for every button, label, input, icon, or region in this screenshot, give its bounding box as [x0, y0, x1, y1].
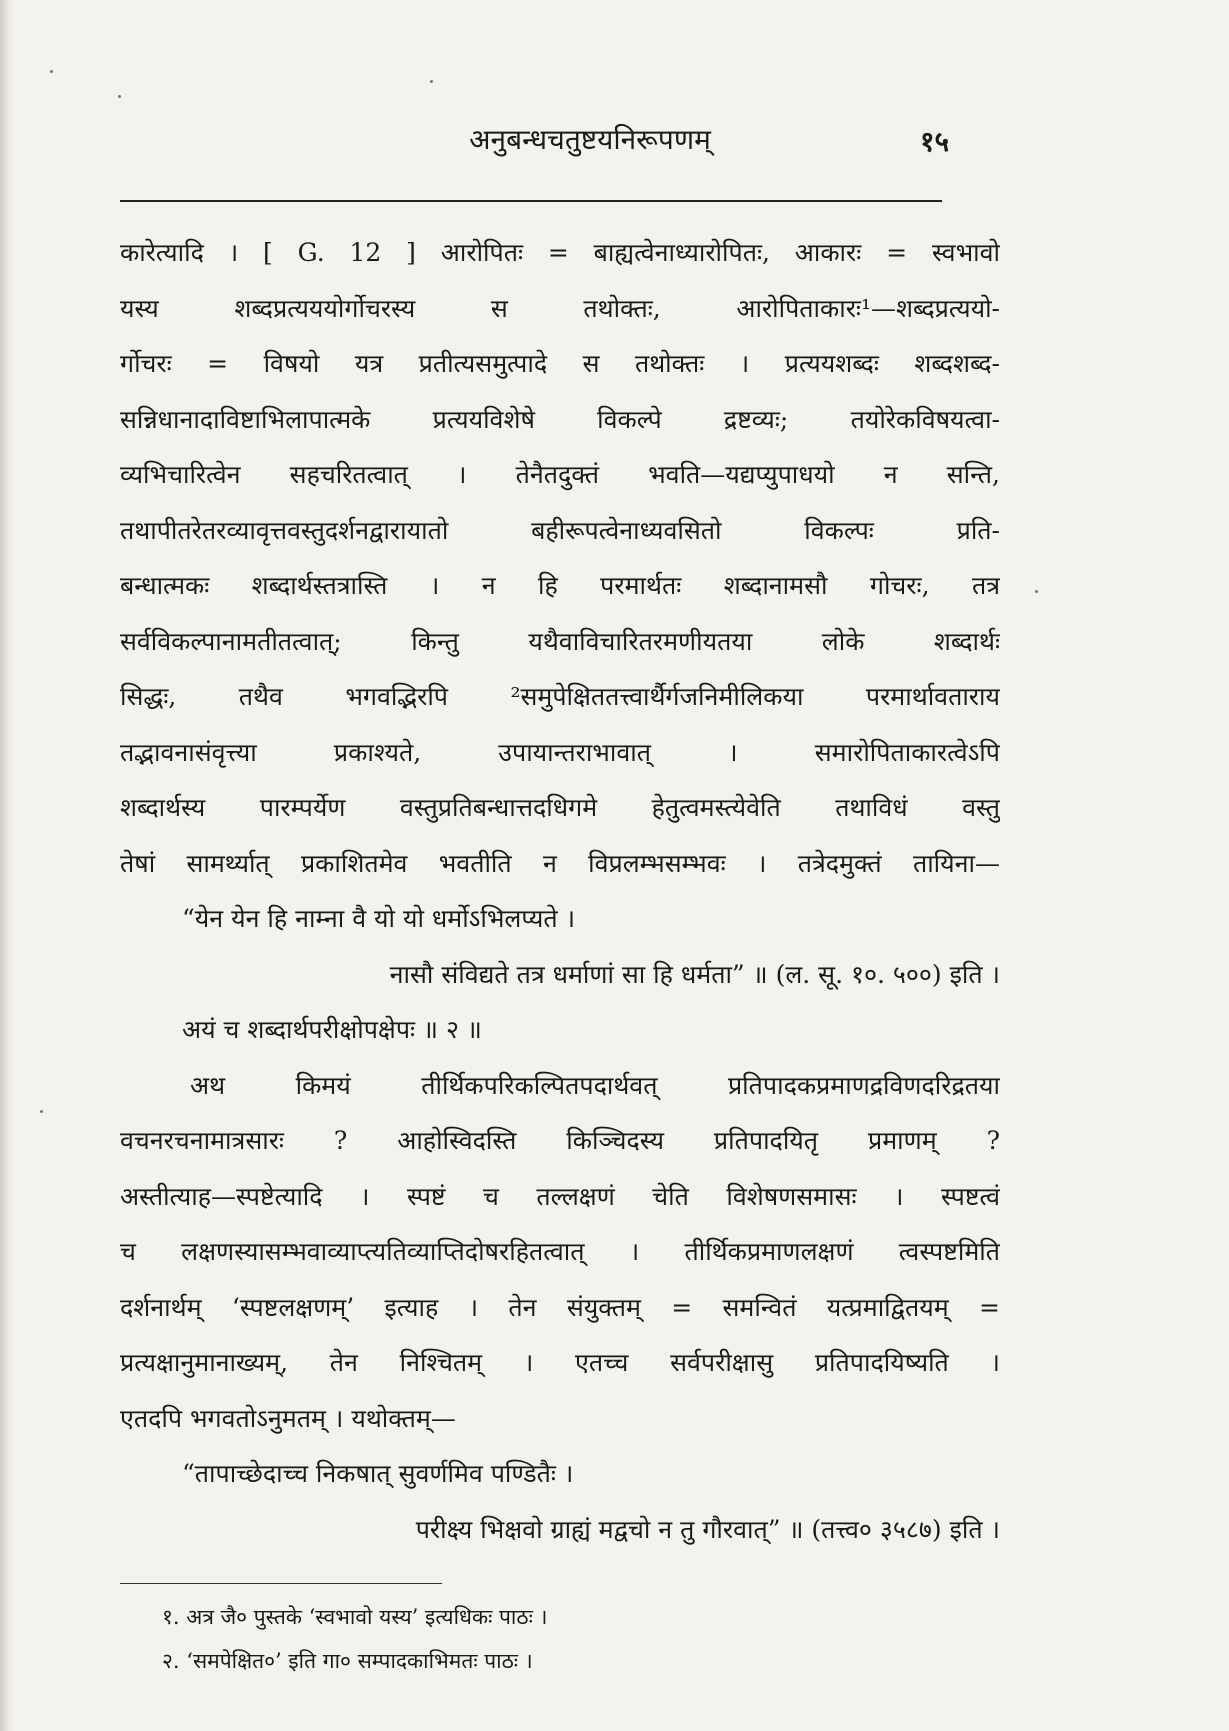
print-speck [1035, 590, 1038, 593]
verse-line: नासौ संविद्यते तत्र धर्माणां सा हि धर्मता” ॥ (ल. सू. १०. ५००) इति । [389, 959, 1000, 989]
text-line: अस्तीत्याह—स्पष्टेत्यादि । स्पष्टं च तल्लक्षणं चेति विशेषणसमासः । स्पष्टत्वं [120, 1181, 1000, 1211]
text-line: यस्य शब्दप्रत्यययोर्गोचरस्य स तथोक्तः, आरोपिताकारः¹—शब्दप्रत्ययो- [120, 293, 1000, 323]
footnote-1: १. अत्र जै० पुस्तके ‘स्वभावो यस्य’ इत्यधिकः पाठः । [162, 1605, 548, 1629]
header-rule [120, 200, 942, 202]
text-line: च लक्षणस्यासम्भवाव्याप्त्यतिव्याप्तिदोषरहितत्वात् । तीर्थिकप्रमाणलक्षणं त्वस्पष्टमिति [120, 1237, 1000, 1266]
text-line: बन्धात्मकः शब्दार्थस्तत्रास्ति । न हि परमार्थतः शब्दानामसौ गोचरः, तत्र [120, 571, 1000, 600]
footnote-2: २. ‘समपेक्षित०’ इति गा० सम्पादकाभिमतः पाठः । [162, 1649, 533, 1673]
text-line: दर्शनार्थम् ‘स्पष्टलक्षणम्’ इत्याह । तेन संयुक्तम् = समन्वितं यत्प्रमाद्वितयम् = [120, 1292, 1000, 1322]
footnote-rule [120, 1583, 442, 1584]
verse-line: परीक्ष्य भिक्षवो ग्राह्यं मद्वचो न तु गौरवात्” ॥ (तत्त्व० ३५८७) इति । [415, 1514, 1000, 1544]
text-line: व्यभिचारित्वेन सहचरितत्वात् । तेनैतदुक्तं भवति—यद्यप्युपाधयो न सन्ति, [120, 460, 1000, 489]
text-line: सर्वविकल्पानामतीतत्वात्; किन्तु यथैवाविचारितरमणीयतया लोके शब्दार्थः [120, 626, 1000, 656]
main-text [120, 225, 1000, 1557]
verse-line: “तापाच्छेदाच्च निकषात् सुवर्णमिव पण्डितैः । [182, 1459, 574, 1488]
running-header-title: अनुबन्धचतुष्टयनिरूपणम् [469, 123, 711, 156]
footnotes [162, 1595, 962, 1683]
text-line: र्गोचरः = विषयो यत्र प्रतीत्यसमुत्पादे स तथोक्तः । प्रत्ययशब्दः शब्दशब्द- [120, 349, 1000, 378]
text-line: सिद्धः, तथैव भगवद्भिरपि ²समुपेक्षिततत्त्वार्थैर्गजनिमीलिकया परमार्थावताराय [120, 682, 1000, 711]
print-speck [50, 70, 53, 73]
text-line: एतदपि भगवतोऽनुमतम् । यथोक्तम्— [120, 1403, 456, 1433]
text-line: कारेत्यादि । [ G. 12 ] आरोपितः = बाह्यत्वेनाध्यारोपितः, आकारः = स्वभावो [120, 238, 1000, 267]
section-end-line: अयं च शब्दार्थपरीक्षोपक्षेपः ॥ २ ॥ [182, 1015, 482, 1044]
text-line: तथापीतरेतरव्यावृत्तवस्तुदर्शनद्वारायातो बहीरूपत्वेनाध्यवसितो विकल्पः प्रति- [120, 515, 1000, 545]
print-speck [40, 1110, 43, 1113]
text-line: वचनरचनामात्रसारः ? आहोस्विदस्ति किञ्चिदस्य प्रतिपादयितृ प्रमाणम् ? [120, 1126, 1000, 1155]
binding-edge [0, 0, 14, 1731]
text-line: शब्दार्थस्य पारम्पर्येण वस्तुप्रतिबन्धात्तदधिगमे हेतुत्वमस्त्येवेति तथाविधं वस्तु [120, 793, 1000, 822]
text-line: प्रत्यक्षानुमानाख्यम्, तेन निश्चितम् । एतच्च सर्वपरीक्षासु प्रतिपादयिष्यति । [120, 1348, 1000, 1377]
verse-line: “येन येन हि नाम्ना वै यो यो धर्मोऽभिलप्यते । [182, 904, 576, 933]
text-line: अथ किमयं तीर्थिकपरिकल्पितपदार्थवत् प्रतिपादकप्रमाणद्रविणदरिद्रतया [190, 1070, 1000, 1100]
text-line: तद्भावनासंवृत्त्या प्रकाश्यते, उपायान्तराभावात् । समारोपिताकारत्वेऽपि [120, 737, 1000, 767]
print-speck [118, 95, 121, 98]
page-number: १५ [920, 125, 950, 158]
text-line: तेषां सामर्थ्यात् प्रकाशितमेव भवतीति न विप्रलम्भसम्भवः । तत्रेदमुक्तं तायिना— [120, 848, 1000, 878]
text-line: सन्निधानादाविष्टाभिलापात्मके प्रत्ययविशेषे विकल्पे द्रष्टव्यः; तयोरेकविषयत्वा- [120, 404, 1000, 434]
print-speck [430, 80, 433, 83]
